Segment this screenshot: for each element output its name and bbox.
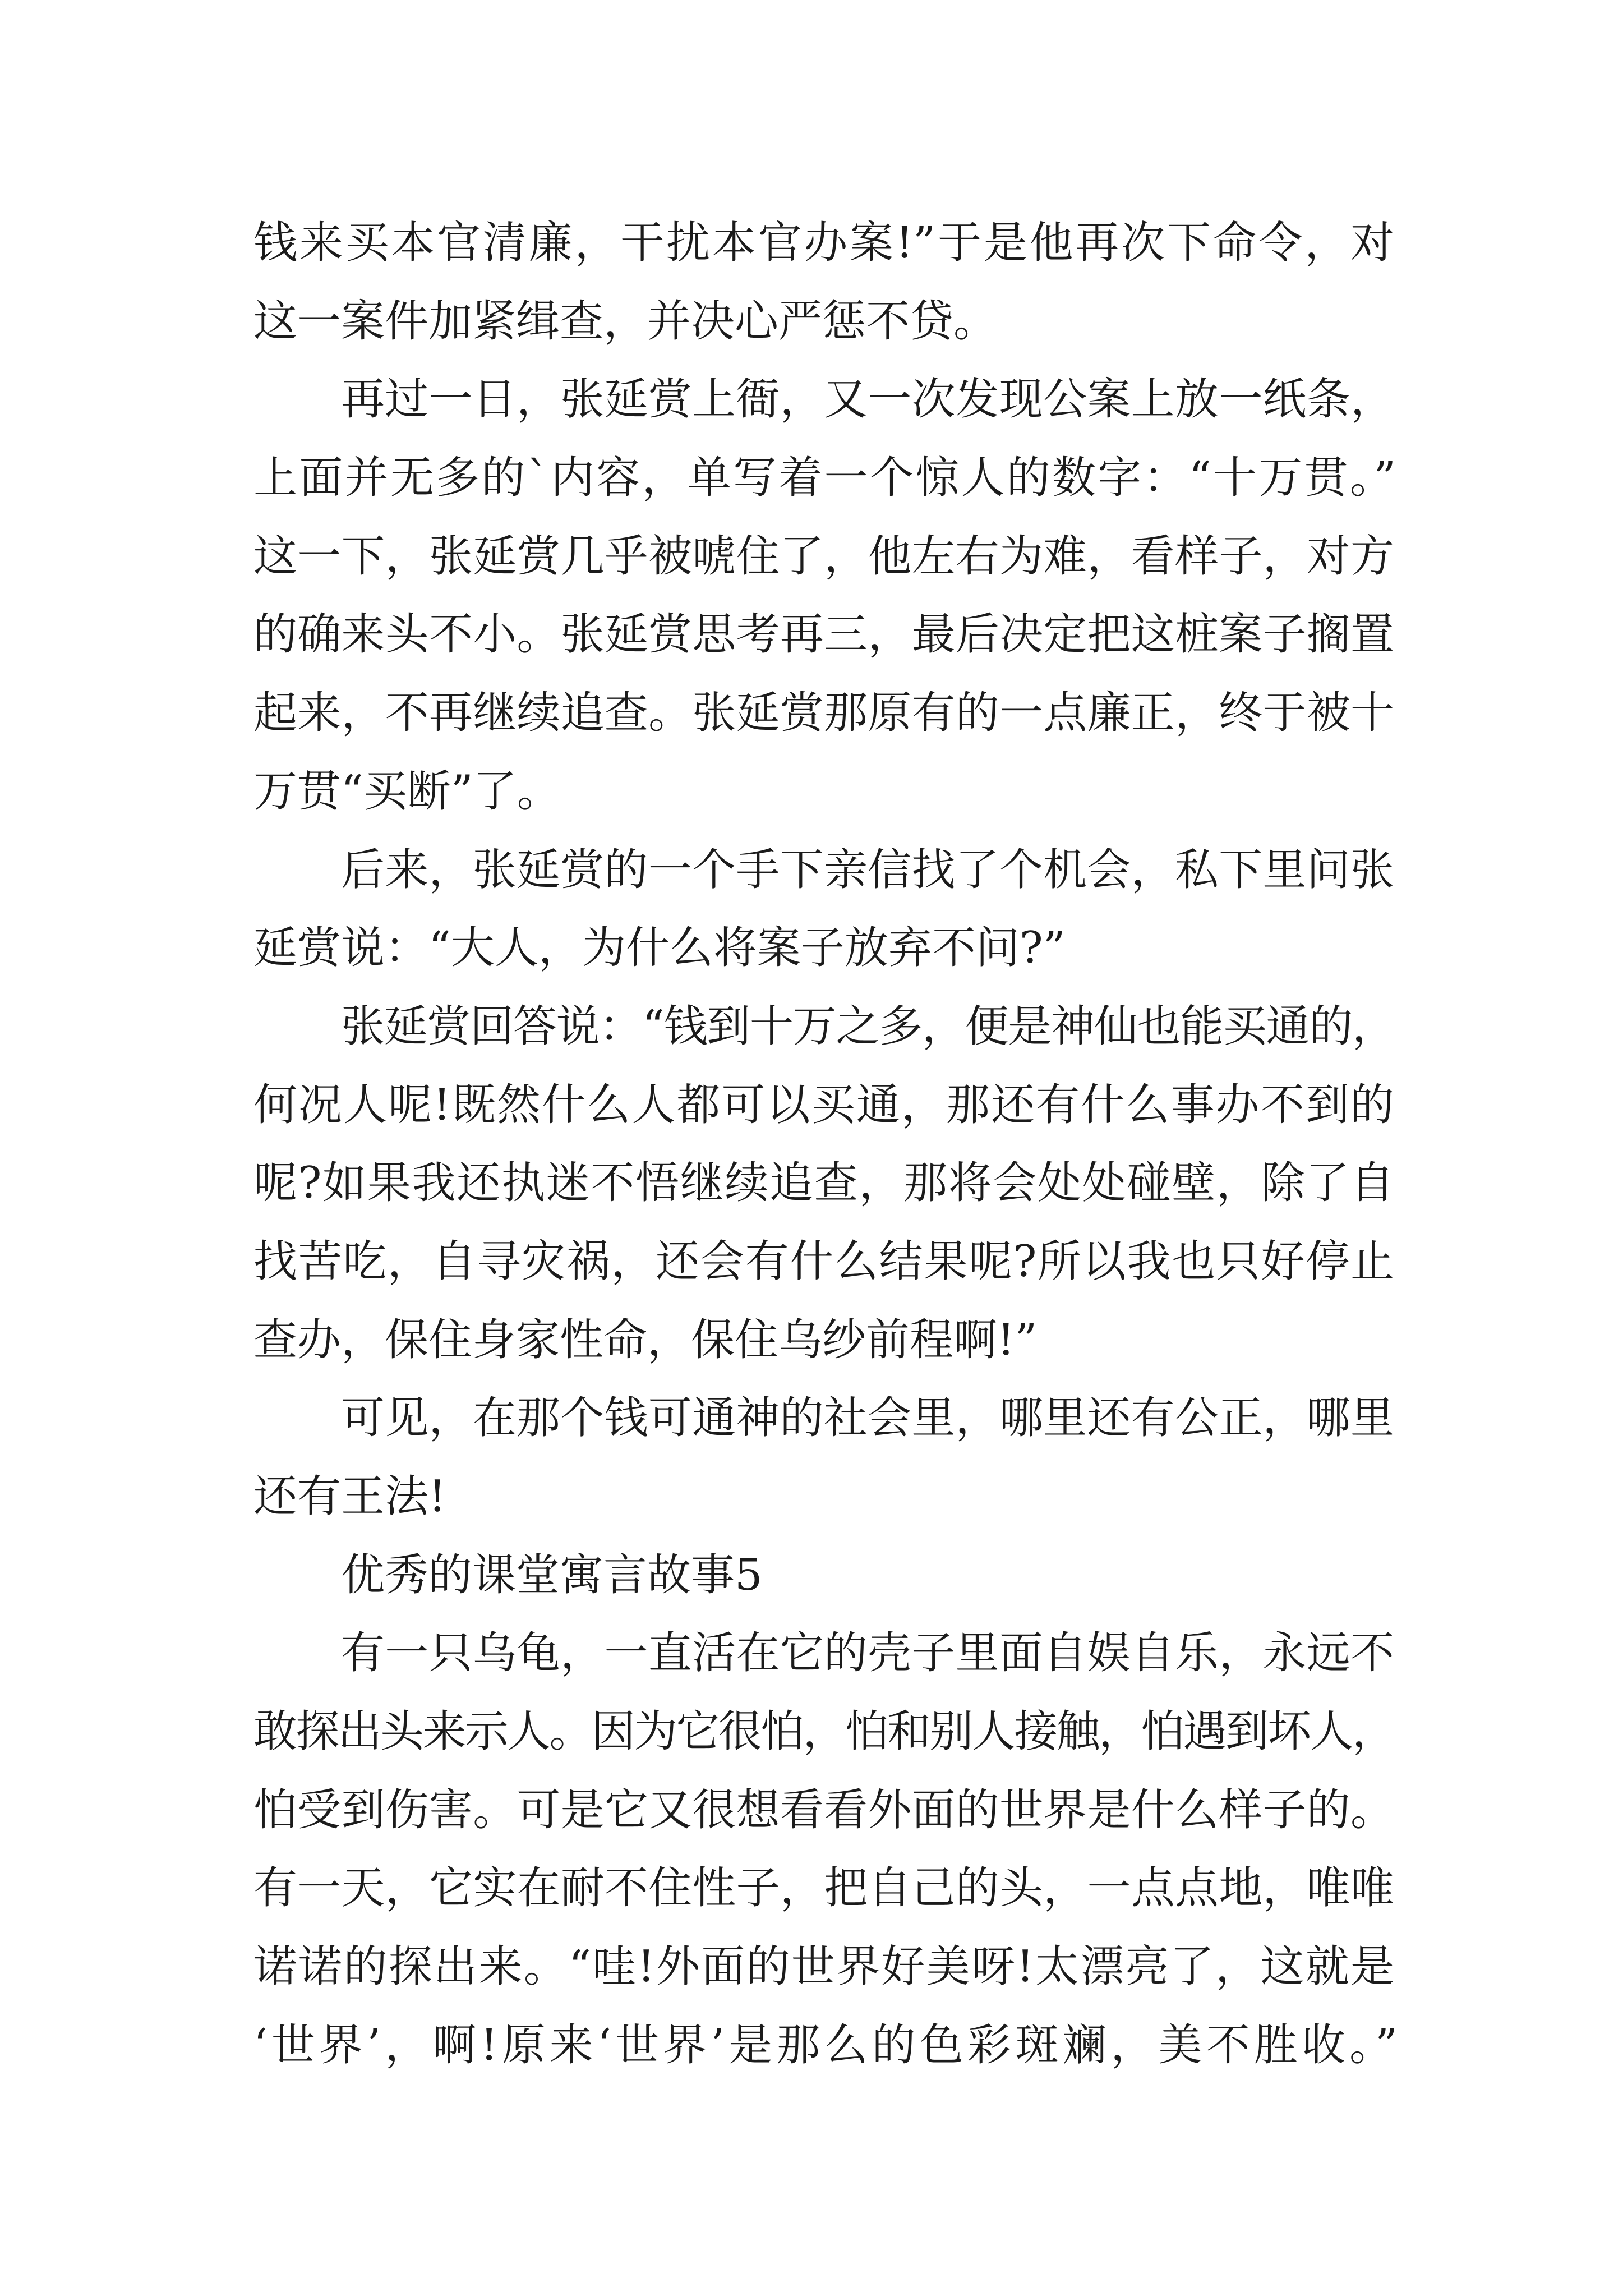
text-line: 后来，张延赏的一个手下亲信找了个机会，私下里问张 [341,844,1394,895]
section-heading [253,1536,1394,1615]
text-line: 上面并无多的`内容，单写着一个惊人的数字：“十万贯。” [253,453,1394,504]
text-line: 延赏说：“大人，为什么将案子放弃不问?” [253,923,1066,974]
text-line: 再过一日，张延赏上衙，又一次发现公案上放一纸条， [341,374,1394,425]
text-line: 的确来头不小。张延赏思考再三，最后决定把这桩案子搁置 [253,609,1394,660]
text-line: 有一天，它实在耐不住性子，把自己的头，一点点地，唯唯 [253,1863,1394,1914]
text-line: 怕受到伤害。可是它又很想看看外面的世界是什么样子的。 [253,1784,1394,1835]
text-line: 这一下，张延赏几乎被唬住了，他左右为难，看样子，对方 [253,531,1394,582]
text-line: 可见，在那个钱可通神的社会里，哪里还有公正，哪里 [341,1393,1394,1444]
text-line: 诺诺的探出来。“哇!外面的世界好美呀!太漂亮了，这就是 [253,1941,1394,1993]
story-paragraph [253,1614,1394,2085]
paragraph [253,988,1394,1379]
text-line: 何况人呢!既然什么人都可以买通，那还有什么事办不到的 [253,1079,1394,1130]
document-body [253,204,1394,2085]
text-line: 呢?如果我还执迷不悟继续追查，那将会处处碰壁，除了自 [253,1158,1394,1209]
text-line: 张延赏回答说：“钱到十万之多，便是神仙也能买通的， [341,1001,1394,1052]
text-line: ‘世界’，啊!原来‘世界’是那么的色彩斑斓，美不胜收。” [253,2019,1394,2070]
text-line: 万贯“买断”了。 [253,766,561,817]
paragraph [253,361,1394,831]
text-line: 这一案件加紧缉查，并决心严惩不贷。 [253,296,998,347]
paragraph [253,1379,1394,1536]
text-line: 查办，保住身家性命，保住乌纱前程啊!” [253,1314,1038,1365]
paragraph-continuation [253,204,1394,361]
text-line: 有一只乌龟，一直活在它的壳子里面自娱自乐，永远不 [341,1628,1394,1679]
text-line: 敢探出头来示人。因为它很怕，怕和别人接触，怕遇到坏人， [253,1706,1394,1757]
text-line: 起来，不再继续追查。张延赏那原有的一点廉正，终于被十 [253,688,1394,739]
text-line: 还有王法! [253,1471,446,1522]
paragraph [253,831,1394,988]
section-heading-text: 优秀的课堂寓言故事5 [341,1549,763,1600]
text-line: 找苦吃，自寻灾祸，还会有什么结果呢?所以我也只好停止 [253,1236,1394,1287]
text-line: 钱来买本官清廉，干扰本官办案!”于是他再次下命令，对 [253,218,1394,268]
